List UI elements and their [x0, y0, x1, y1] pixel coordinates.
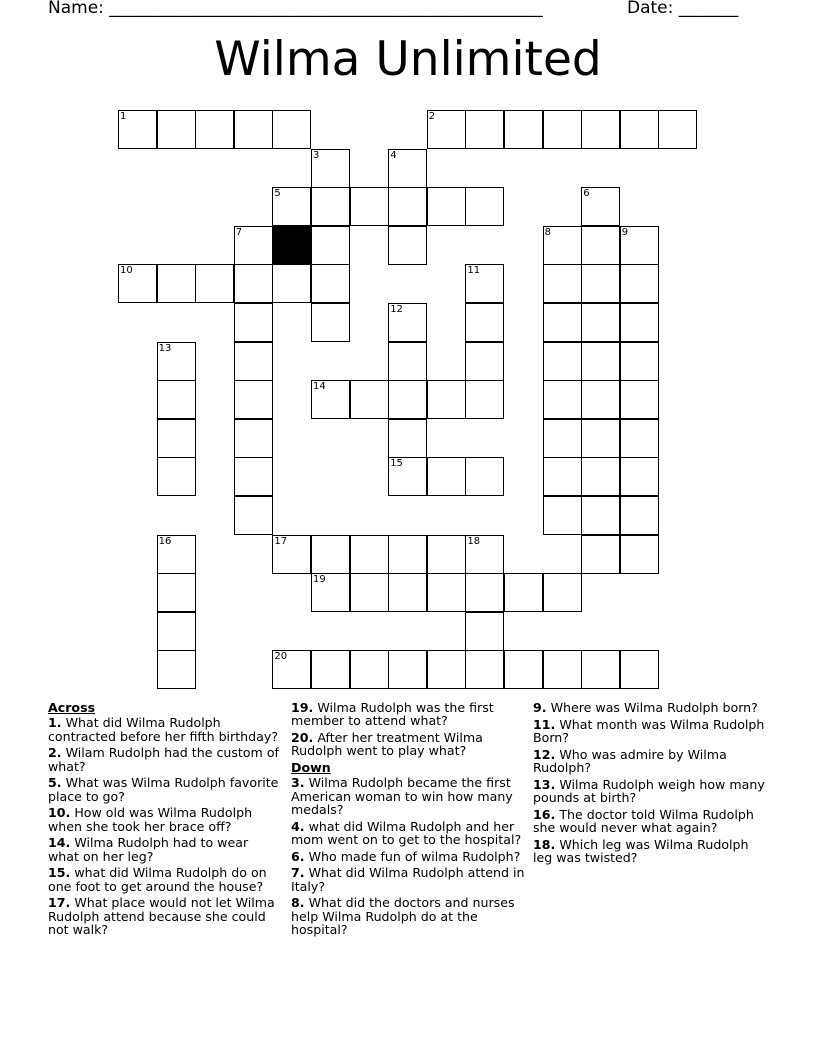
- clue-number: 18.: [533, 836, 556, 852]
- grid-cell[interactable]: [581, 110, 620, 149]
- grid-cell[interactable]: [157, 110, 196, 149]
- grid-cell[interactable]: [311, 149, 350, 188]
- down-heading: Down: [291, 760, 331, 775]
- grid-cell[interactable]: [388, 535, 427, 574]
- grid-cell[interactable]: [234, 380, 273, 419]
- grid-cell[interactable]: [465, 650, 504, 689]
- grid-cell[interactable]: [388, 573, 427, 612]
- clue-down-9: [533, 701, 768, 714]
- clues-col-1: [48, 701, 283, 940]
- grid-cell[interactable]: [234, 496, 273, 535]
- clue-number-label: 11: [467, 265, 481, 277]
- clue-across-10: [48, 806, 283, 833]
- clue-down-16: [533, 808, 768, 835]
- clue-number: 11.: [533, 716, 556, 732]
- grid-cell[interactable]: [195, 110, 234, 149]
- clue-number-label: 14: [313, 381, 326, 393]
- clue-number-label: 15: [390, 458, 403, 470]
- grid-cell[interactable]: [388, 419, 427, 458]
- clue-down-8: [291, 896, 526, 936]
- grid-cell[interactable]: [311, 264, 350, 303]
- grid-cell[interactable]: [311, 650, 350, 689]
- clue-down-12: [533, 748, 768, 775]
- grid-cell[interactable]: [388, 457, 427, 496]
- grid-cell[interactable]: [581, 380, 620, 419]
- grid-cell[interactable]: [465, 535, 504, 574]
- grid-cell[interactable]: [581, 457, 620, 496]
- grid-cell[interactable]: [157, 264, 196, 303]
- grid-cell[interactable]: [620, 650, 659, 689]
- grid-cell[interactable]: [620, 303, 659, 342]
- grid-cell[interactable]: [118, 264, 157, 303]
- clue-text: Where was Wilma Rudolph born?: [550, 700, 758, 715]
- grid-cell[interactable]: [543, 573, 582, 612]
- grid-cell[interactable]: [543, 264, 582, 303]
- clue-number: 13.: [533, 776, 556, 792]
- grid-cell[interactable]: [427, 535, 466, 574]
- grid-cell[interactable]: [272, 110, 311, 149]
- date-line: _______: [678, 0, 739, 18]
- black-square: [272, 226, 311, 265]
- grid-cell[interactable]: [195, 264, 234, 303]
- grid-cell[interactable]: [543, 496, 582, 535]
- clue-down-13: [533, 778, 768, 805]
- grid-cell[interactable]: [350, 573, 389, 612]
- grid-cell[interactable]: [543, 342, 582, 381]
- clue-text: What place would not let Wilma Rudolph attend because she could not walk?: [48, 895, 275, 938]
- grid-cell[interactable]: [427, 573, 466, 612]
- clue-text: What did Wilma Rudolph attend in Italy?: [291, 865, 525, 894]
- clue-down-3: [291, 776, 526, 816]
- grid-cell[interactable]: [311, 573, 350, 612]
- clue-number: 2.: [48, 745, 62, 761]
- grid-cell[interactable]: [581, 650, 620, 689]
- clue-text: Who made fun of wilma Rudolph?: [308, 848, 521, 864]
- clue-number-label: 5: [274, 188, 281, 200]
- grid-cell[interactable]: [581, 264, 620, 303]
- clue-text: Wilma Rudolph weigh how many pounds at birth?: [533, 776, 765, 805]
- grid-cell[interactable]: [234, 226, 273, 265]
- grid-cell[interactable]: [311, 380, 350, 419]
- clue-number-label: 10: [120, 265, 133, 277]
- grid-cell[interactable]: [620, 342, 659, 381]
- grid-cell[interactable]: [427, 110, 466, 149]
- clue-down-11: [533, 718, 768, 745]
- clue-number-label: 16: [158, 535, 172, 547]
- clue-number: 17.: [48, 895, 71, 911]
- grid-cell[interactable]: [581, 187, 620, 226]
- grid-cell[interactable]: [543, 303, 582, 342]
- grid-cell[interactable]: [543, 226, 582, 265]
- grid-cell[interactable]: [234, 264, 273, 303]
- grid-cell[interactable]: [311, 187, 350, 226]
- clue-number-label: 3: [313, 149, 320, 161]
- grid-cell[interactable]: [350, 380, 389, 419]
- grid-cell[interactable]: [427, 457, 466, 496]
- clue-across-15: [48, 866, 283, 893]
- clue-across-2: [48, 746, 283, 773]
- grid-cell[interactable]: [350, 650, 389, 689]
- clue-text: What was Wilma Rudolph favorite place to go?: [48, 775, 279, 804]
- clue-text: Wilam Rudolph had the custom of what?: [48, 745, 279, 774]
- grid-cell[interactable]: [543, 419, 582, 458]
- page-title: Wilma Unlimited: [214, 32, 602, 87]
- clue-number-label: 1: [120, 111, 127, 122]
- clue-number: 19.: [291, 700, 314, 715]
- grid-cell[interactable]: [157, 419, 196, 458]
- grid-cell[interactable]: [272, 187, 311, 226]
- grid-cell[interactable]: [465, 187, 504, 226]
- grid-cell[interactable]: [272, 650, 311, 689]
- grid-cell[interactable]: [272, 264, 311, 303]
- grid-cell[interactable]: [620, 419, 659, 458]
- clue-number: 7.: [291, 865, 305, 881]
- clue-number-label: 13: [158, 342, 172, 354]
- clue-number: 1.: [48, 715, 62, 731]
- grid-cell[interactable]: [427, 380, 466, 419]
- clue-text: what did Wilma Rudolph do on one foot to get around the house?: [48, 865, 267, 894]
- grid-cell[interactable]: [620, 264, 659, 303]
- grid-cell[interactable]: [311, 226, 350, 265]
- grid-cell[interactable]: [272, 535, 311, 574]
- clue-across-5: [48, 776, 283, 803]
- grid-cell[interactable]: [427, 187, 466, 226]
- clue-number: 15.: [48, 865, 71, 881]
- grid-cell[interactable]: [465, 573, 504, 612]
- clue-number-label: 8: [544, 226, 551, 238]
- clue-across-17: [48, 896, 283, 936]
- name-label: Name:: [48, 0, 104, 18]
- clue-number-label: 12: [390, 304, 403, 315]
- grid-cell[interactable]: [620, 380, 659, 419]
- grid-cell[interactable]: [388, 187, 427, 226]
- grid-cell[interactable]: [311, 535, 350, 574]
- clue-text: What did the doctors and nurses help Wilma Rudolph do at the hospital?: [291, 895, 515, 938]
- grid-cell[interactable]: [388, 342, 427, 381]
- grid-cell[interactable]: [388, 226, 427, 265]
- grid-cell[interactable]: [504, 650, 543, 689]
- clue-text: Wilma Rudolph became the first American woman to win how many medals?: [291, 775, 513, 818]
- grid-cell[interactable]: [388, 149, 427, 188]
- clue-across-19: [291, 701, 526, 728]
- grid-cell[interactable]: [465, 110, 504, 149]
- clue-down-18: [533, 838, 768, 865]
- grid-cell[interactable]: [465, 612, 504, 651]
- clue-number-label: 7: [235, 226, 243, 238]
- grid-cell[interactable]: [581, 303, 620, 342]
- clue-text: what did Wilma Rudolph and her mom went on to get to the hospital?: [291, 818, 522, 848]
- grid-cell[interactable]: [543, 650, 582, 689]
- clue-text: Which leg was Wilma Rudolph leg was twisted?: [533, 836, 749, 865]
- grid-cell[interactable]: [581, 496, 620, 535]
- grid-cell[interactable]: [234, 110, 273, 149]
- clue-number: 6.: [291, 848, 305, 864]
- clue-number-label: 20: [274, 651, 288, 663]
- grid-cell[interactable]: [157, 380, 196, 419]
- clue-down-4: [291, 820, 526, 847]
- clue-number: 10.: [48, 805, 71, 821]
- date-label: Date:: [627, 0, 674, 18]
- clues-col-3: [533, 701, 768, 868]
- grid-cell[interactable]: [465, 380, 504, 419]
- clue-number-label: 17: [274, 535, 288, 547]
- clue-text: How old was Wilma Rudolph when she took her brace off?: [48, 805, 253, 834]
- clue-number: 5.: [48, 775, 62, 791]
- clue-text: Who was admire by Wilma Rudolph?: [533, 746, 727, 775]
- grid-cell[interactable]: [465, 264, 504, 303]
- clue-number: 4.: [291, 818, 305, 834]
- grid-cell[interactable]: [504, 573, 543, 612]
- grid-cell[interactable]: [234, 457, 273, 496]
- grid-cell[interactable]: [350, 535, 389, 574]
- grid-cell[interactable]: [620, 110, 659, 149]
- grid-cell[interactable]: [388, 650, 427, 689]
- grid-cell[interactable]: [118, 110, 157, 149]
- clue-text: What month was Wilma Rudolph Born?: [533, 716, 765, 745]
- clue-across-14: [48, 836, 283, 863]
- grid-cell[interactable]: [543, 110, 582, 149]
- grid-cell[interactable]: [581, 419, 620, 458]
- grid-cell[interactable]: [465, 457, 504, 496]
- grid-cell[interactable]: [465, 303, 504, 342]
- grid-cell[interactable]: [581, 535, 620, 574]
- grid-cell[interactable]: [581, 342, 620, 381]
- grid-cell[interactable]: [311, 303, 350, 342]
- clue-number-label: 6: [583, 188, 590, 200]
- clue-down-7: [291, 866, 526, 893]
- clue-number-label: 19: [313, 574, 326, 586]
- grid-cell[interactable]: [620, 535, 659, 574]
- clue-text: Wilma Rudolph had to wear what on her leg?: [48, 835, 249, 864]
- clues-col-2: [291, 701, 526, 940]
- grid-cell[interactable]: [427, 650, 466, 689]
- grid-cell[interactable]: [157, 457, 196, 496]
- clue-number-label: 18: [467, 535, 481, 547]
- across-heading: Across: [48, 700, 96, 715]
- grid-cell[interactable]: [157, 342, 196, 381]
- clue-down-6: [291, 850, 526, 863]
- grid-cell[interactable]: [504, 110, 543, 149]
- grid-cell[interactable]: [157, 535, 196, 574]
- grid-cell[interactable]: [234, 419, 273, 458]
- grid-cell[interactable]: [388, 303, 427, 342]
- grid-cell[interactable]: [543, 457, 582, 496]
- clue-number: 3.: [291, 775, 305, 791]
- grid-cell[interactable]: [350, 187, 389, 226]
- clue-number-label: 2: [428, 111, 436, 122]
- clue-number-label: 9: [621, 226, 629, 238]
- clue-text: Wilma Rudolph was the first member to attend what?: [291, 700, 494, 729]
- clue-text: What did Wilma Rudolph contracted before her fifth birthday?: [48, 715, 279, 744]
- grid-cell[interactable]: [388, 380, 427, 419]
- grid-cell[interactable]: [234, 342, 273, 381]
- clue-number: 16.: [533, 806, 556, 822]
- grid-cell[interactable]: [157, 573, 196, 612]
- clue-number-label: 4: [390, 149, 397, 161]
- grid-cell[interactable]: [658, 110, 697, 149]
- clue-number: 9.: [533, 700, 547, 715]
- grid-cell[interactable]: [234, 303, 273, 342]
- clue-across-1: [48, 716, 283, 743]
- grid-cell[interactable]: [543, 380, 582, 419]
- clue-across-20: [291, 731, 526, 758]
- grid-cell[interactable]: [620, 496, 659, 535]
- grid-cell[interactable]: [581, 226, 620, 265]
- grid-cell[interactable]: [465, 342, 504, 381]
- name-line: ___________________________________________________: [109, 0, 543, 18]
- clue-number: 20.: [291, 730, 314, 745]
- clue-text: The doctor told Wilma Rudolph she would never what again?: [533, 806, 754, 835]
- clue-number: 12.: [533, 746, 556, 762]
- clue-text: After her treatment Wilma Rudolph went to play what?: [291, 730, 483, 759]
- grid-cell[interactable]: [620, 457, 659, 496]
- grid-cell[interactable]: [157, 650, 196, 689]
- clue-number: 14.: [48, 835, 71, 851]
- grid-cell[interactable]: [157, 612, 196, 651]
- clue-number: 8.: [291, 895, 305, 911]
- grid-cell[interactable]: [620, 226, 659, 265]
